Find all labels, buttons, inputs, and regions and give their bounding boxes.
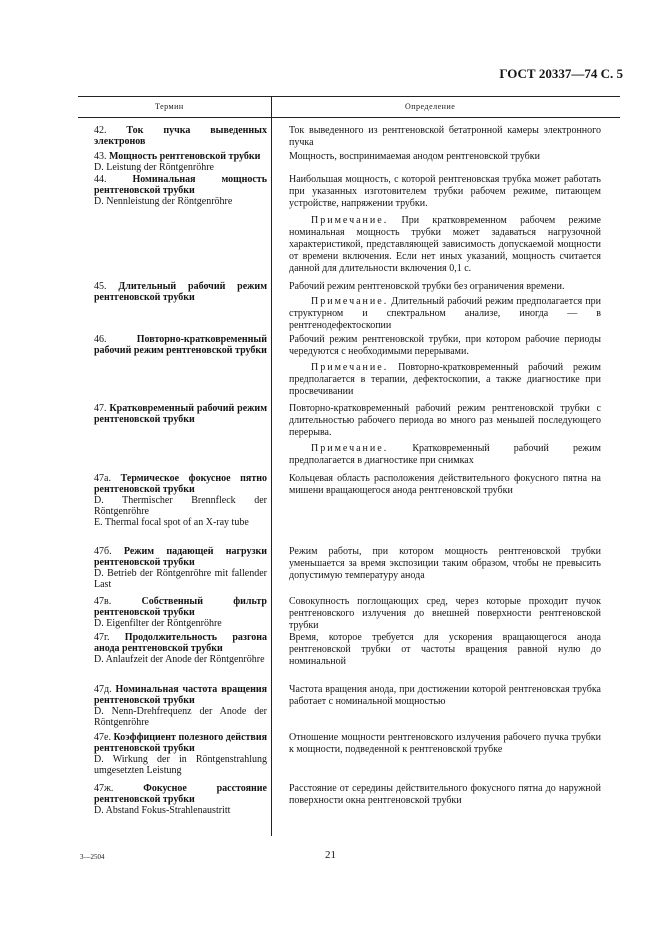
term-47zh: 47ж. Фокусное расстояние рентгеновской трубки D. Abstand Fokus-Strahlenaustritt [94,783,267,816]
definition-47v: Совокупность поглощающих сред, через которые проходит пучок рентгеновского излучения до внешней поверхности рентгеновской трубки [289,596,601,631]
column-divider [271,96,272,836]
definition-44: Наибольшая мощность, с которой рентгеновская трубка может работать при указанных изготовителем трубки рабочем режиме, питающем устройстве, напряжении трубки. [289,174,601,209]
definition-43: Мощность, воспринимаемая анодом рентгеновской трубки [289,151,540,162]
term-42: 42. Ток пучка выведенных электронов [94,125,267,147]
definition-47: Повторно-кратковременный рабочий режим рентгеновской трубки с длительностью рабочего периода во много раз меньшей последующего перерыва. [289,403,601,438]
term-47e: 47е. Коэффициент полезного действия рентгеновской трубки D. Wirkung der in Röntgenstrahlung umgesetzten Leistung [94,732,267,776]
term-46: 46. Повторно-кратковременный рабочий режим рентгеновской трубки [94,334,267,356]
definition-46: Рабочий режим рентгеновской трубки, при котором рабочие периоды чередуются с необходимыми перерывами. [289,334,601,357]
term-47b: 47б. Режим падающей нагрузки рентгеновской трубки D. Betrieb der Röntgenröhre mit fallender Last [94,546,267,590]
definition-47d: Частота вращения анода, при достижении которой рентгеновская трубка работает с номинальной мощностью [289,684,601,707]
term-44: 44. Номинальная мощность рентгеновской трубки D. Nennleistung der Röntgenröhre [94,174,268,207]
note-46: Примечание. Повторно-кратковременный рабочий режим предполагается в терапии, дефектоскопии, а также диагностике при просвечивании [289,362,602,397]
column-header-term: Термин [155,102,184,111]
table-header-rule [78,117,620,118]
column-header-definition: Определение [405,102,456,111]
term-47v: 47в. Собственный фильтр рентгеновской трубки D. Eigenfilter der Röntgenröhre [94,596,267,629]
term-45: 45. Длительный рабочий режим рентгеновской трубки [94,281,268,303]
table-top-rule [78,96,620,97]
term-47g: 47г. Продолжительность разгона анода рентгеновской трубки D. Anlaufzeit der Anode der Röntgenröhre [94,632,267,665]
definition-47zh: Расстояние от середины действительного фокусного пятна до наружной поверхности окна рентгеновской трубки [289,783,601,806]
definition-42: Ток выведенного из рентгеновской бетатронной камеры электронного пучка [289,125,601,148]
page-number: 21 [325,849,336,861]
term-47d: 47д. Номинальная частота вращения рентгеновской трубки D. Nenn-Drehfrequenz der Anode der Röntgenröhre [94,684,268,728]
definition-45: Рабочий режим рентгеновской трубки без ограничения времени. [289,281,565,292]
term-47a: 47а. Термическое фокусное пятно рентгеновской трубки D. Thermischer Brennfleck der Röntgenröhre E. Thermal focal spot of an X-ray tube [94,473,267,528]
definition-47e: Отношение мощности рентгеновского излучения рабочего пучка трубки к мощности, подведенной к рентгеновской трубке [289,732,601,755]
definition-47g: Время, которое требуется для ускорения вращающегося анода рентгеновской трубки от частоты вращения равной нулю до номинальной [289,632,601,667]
term-47: 47. Кратковременный рабочий режим рентгеновской трубки [94,403,268,425]
definition-47b: Режим работы, при котором мощность рентгеновской трубки уменьшается за время экспозиции таким образом, чтобы не превысить допустимую температуру анода [289,546,601,581]
print-code: 3—2504 [80,853,105,861]
note-44: Примечание. При кратковременном рабочем режиме номинальная мощность трубки может задаваться нагрузочной характеристикой, представляющей зависимость допускаемой мощности от времени включения. Если нет иных указаний, мощность считается данной для длительности включения 0,1 с. [289,215,601,274]
note-47: Примечание. Кратковременный рабочий режим предполагается в диагностике при снимках [289,443,601,466]
page-header: ГОСТ 20337—74 С. 5 [499,66,623,81]
note-45: Примечание. Длительный рабочий режим предполагается при структурном и спектральном анализе, иногда — в рентгенодефектоскопии [289,296,602,331]
term-43: 43. Мощность рентгеновской трубки D. Leistung der Röntgenröhre [94,151,261,173]
definition-47a: Кольцевая область расположения действительного фокусного пятна на мишени вращающегося анода рентгеновской трубки [289,473,601,496]
